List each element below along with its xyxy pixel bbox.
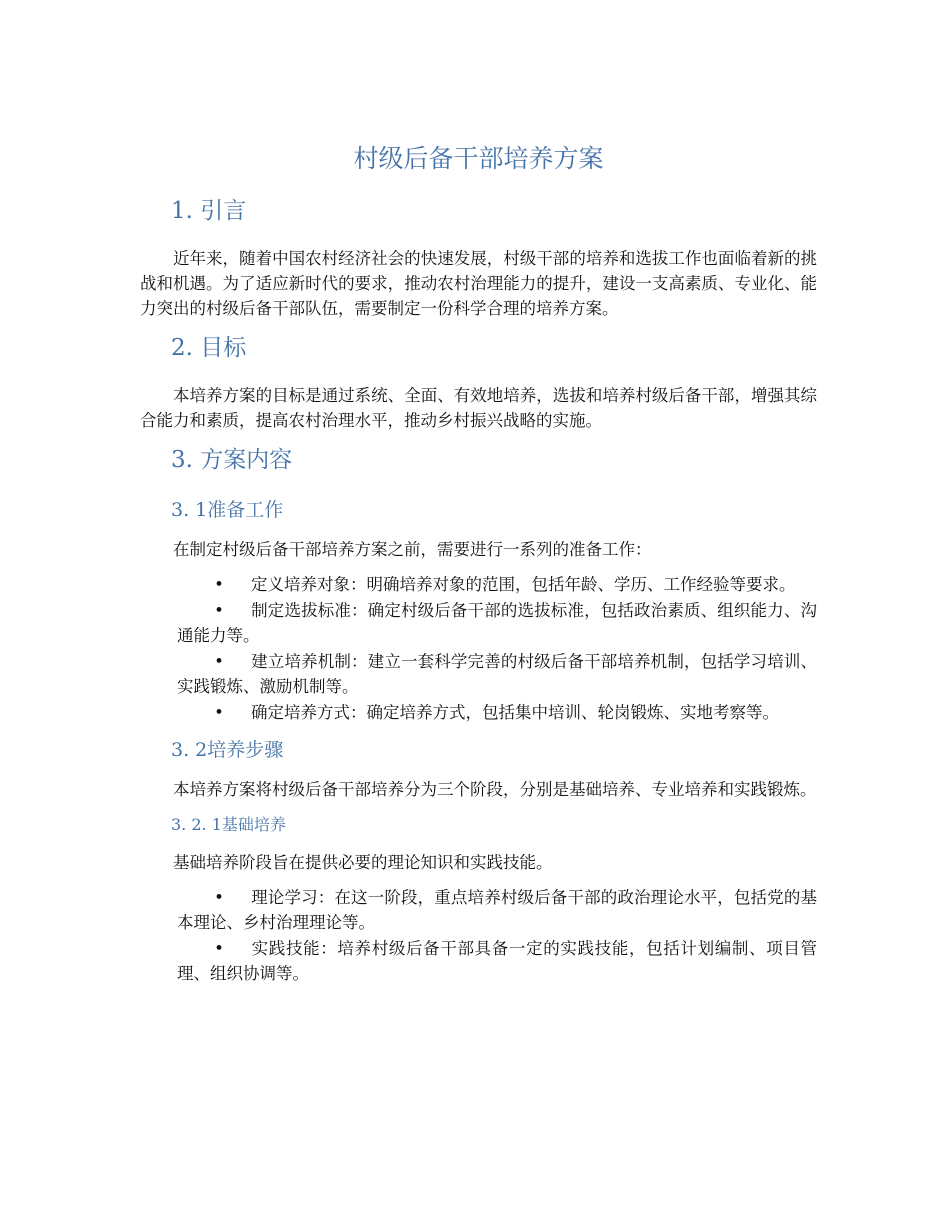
subsubsection-heading-basic: 3. 2. 1基础培养 <box>171 815 286 834</box>
bullet-icon: • <box>214 703 224 722</box>
section-heading-goal: 2. 目标 <box>171 335 247 361</box>
document-body <box>140 140 817 996</box>
bullet-icon: • <box>214 888 224 907</box>
document-title: 村级后备干部培养方案 <box>353 144 604 173</box>
list-item-text: 建立培养机制：建立一套科学完善的村级后备干部培养机制，包括学习培训、实践锻炼、激励机制等。 <box>177 652 817 696</box>
subsection-heading-steps: 3. 2培养步骤 <box>171 739 284 761</box>
bullet-icon: • <box>214 652 224 671</box>
intro-paragraph: 近年来，随着中国农村经济社会的快速发展，村级干部的培养和选拔工作也面临着新的挑战和机遇。为了适应新时代的要求，推动农村治理能力的提升，建设一支高素质、专业化、能力突出的村级后备干部队伍，需要制定一份科学合理的培养方案。 <box>140 249 817 318</box>
section-heading-content: 3. 方案内容 <box>171 447 293 473</box>
bullet-icon: • <box>214 575 224 594</box>
list-item-text: 定义培养对象：明确培养对象的范围，包括年龄、学历、工作经验等要求。 <box>251 575 796 594</box>
subsection-heading-prep: 3. 1准备工作 <box>171 499 284 521</box>
list-item-text: 制定选拔标准：确定村级后备干部的选拔标准，包括政治素质、组织能力、沟通能力等。 <box>177 601 817 645</box>
list-item-text: 确定培养方式：确定培养方式，包括集中培训、轮岗锻炼、实地考察等。 <box>251 703 779 722</box>
list-item <box>177 572 817 597</box>
prep-paragraph: 在制定村级后备干部培养方案之前，需要进行一系列的准备工作： <box>173 540 652 559</box>
list-item <box>177 598 817 648</box>
goal-paragraph: 本培养方案的目标是通过系统、全面、有效地培养，选拔和培养村级后备干部，增强其综合能力和素质，提高农村治理水平，推动乡村振兴战略的实施。 <box>140 386 817 430</box>
bullet-icon: • <box>214 601 224 620</box>
list-item <box>177 700 817 725</box>
basic-list <box>177 885 817 986</box>
basic-paragraph: 基础培养阶段旨在提供必要的理论知识和实践技能。 <box>173 853 553 872</box>
list-item <box>177 885 817 935</box>
section-heading-intro: 1. 引言 <box>171 198 247 224</box>
bullet-icon: • <box>214 939 224 958</box>
steps-paragraph: 本培养方案将村级后备干部培养分为三个阶段，分别是基础培养、专业培养和实践锻炼。 <box>173 780 817 799</box>
list-item <box>177 649 817 699</box>
prep-list <box>177 572 817 725</box>
list-item <box>177 936 817 986</box>
list-item-text: 实践技能：培养村级后备干部具备一定的实践技能，包括计划编制、项目管理、组织协调等。 <box>177 939 817 983</box>
list-item-text: 理论学习：在这一阶段，重点培养村级后备干部的政治理论水平，包括党的基本理论、乡村治理理论等。 <box>177 888 817 932</box>
